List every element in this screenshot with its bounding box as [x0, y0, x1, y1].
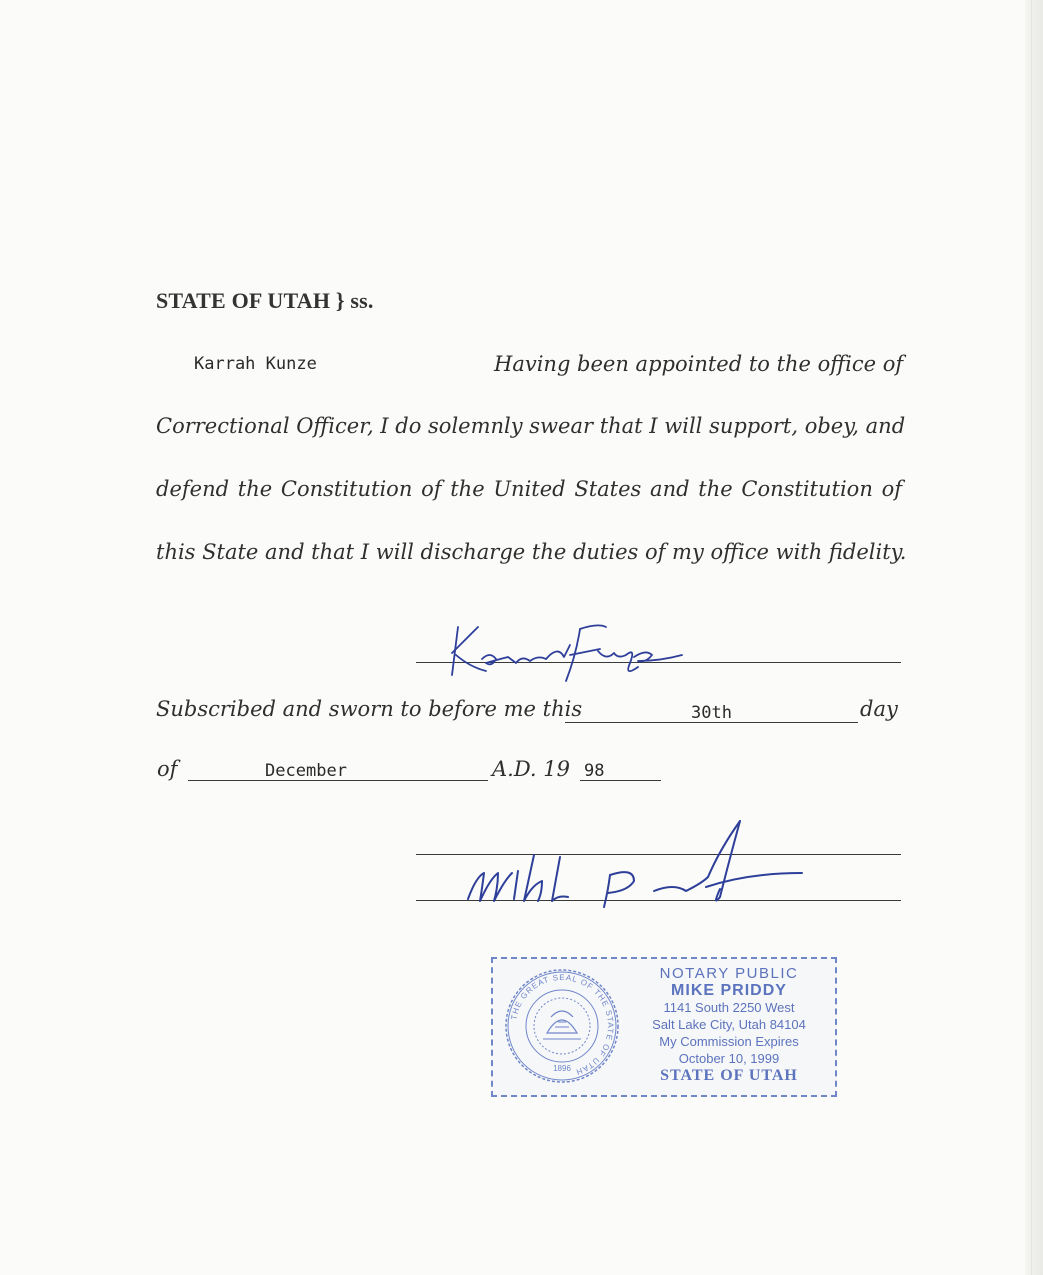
- oath-intro: Having been appointed to the office of: [494, 352, 904, 376]
- page-edge-shadow: [1025, 0, 1043, 1275]
- ad-label: A.D. 19: [492, 757, 571, 781]
- oath-line-2: defend the Constitution of the United States and the Constitution of: [156, 477, 902, 501]
- stamp-line-commission: My Commission Expires: [659, 1034, 799, 1049]
- day-value: 30th: [691, 703, 732, 723]
- stamp-line-expiry: October 10, 1999: [678, 1051, 780, 1066]
- day-label: day: [860, 697, 898, 721]
- of-label: of: [157, 757, 178, 781]
- stamp-line-name: MIKE PRIDDY: [671, 982, 787, 999]
- stamp-line-address: 1141 South 2250 West: [663, 1000, 795, 1015]
- year-value: 98: [584, 761, 605, 781]
- subscribed-label: Subscribed and sworn to before me this: [156, 697, 583, 721]
- notary-stamp: [491, 957, 837, 1097]
- oath-line-3: this State and that I will discharge the duties of my office with fidelity.: [156, 540, 907, 564]
- page-edge-line: [1031, 0, 1032, 1275]
- officer-name: Karrah Kunze: [194, 354, 317, 374]
- svg-text:THE GREAT SEAL OF THE STATE OF: THE GREAT SEAL OF THE STATE OF UTAH: [509, 972, 616, 1077]
- stamp-line-city: Salt Lake City, Utah 84104: [652, 1017, 806, 1032]
- notary-signature: [458, 815, 818, 915]
- officer-signature: [430, 615, 700, 685]
- oath-line-1: Correctional Officer, I do solemnly swear that I will support, obey, and: [156, 414, 906, 438]
- svg-text:1896: 1896: [553, 1064, 571, 1073]
- month-value: December: [265, 761, 347, 781]
- stamp-line-state: STATE OF UTAH: [660, 1067, 798, 1084]
- document-heading: STATE OF UTAH } ss.: [156, 288, 374, 313]
- great-seal-icon: [503, 967, 621, 1085]
- stamp-line-notary: NOTARY PUBLIC: [659, 965, 799, 982]
